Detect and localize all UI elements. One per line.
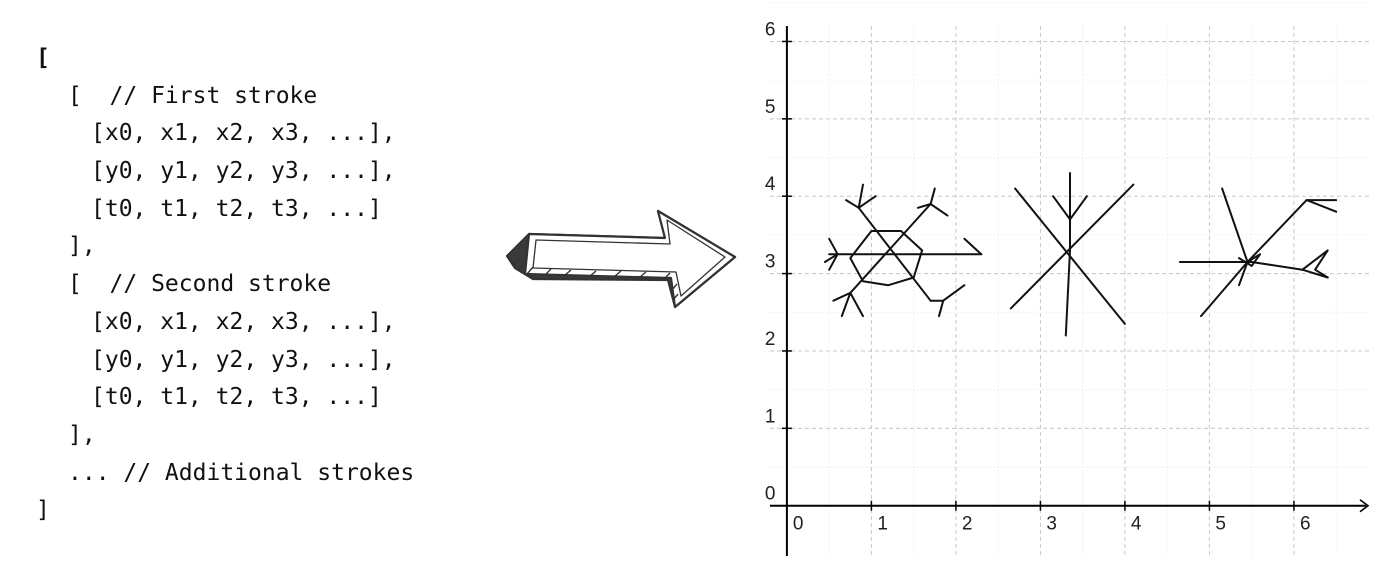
handwritten-strokes (825, 173, 1336, 336)
x-tick-label: 2 (961, 513, 973, 535)
handwriting-chart (764, 19, 1370, 556)
stroke-figure-2-tip-left (1053, 196, 1070, 219)
code-line: ], (68, 421, 96, 448)
arrow-shape (507, 211, 735, 307)
code-line: ], (68, 233, 96, 260)
stroke-figure-1-branch-top-right (918, 189, 948, 216)
arrow-body (525, 211, 735, 307)
code-line: [x0, x1, x2, x3, ...], (91, 120, 396, 147)
chart-axes (770, 26, 1368, 556)
stroke-figure-1-branch-bottom-right (931, 285, 965, 316)
right-arrow-icon (505, 210, 740, 315)
chart-grid (770, 3, 1370, 556)
x-tick-label: 4 (1130, 513, 1142, 535)
stroke-figure-3-diag-b (1222, 189, 1247, 286)
y-tick-label: 4 (764, 174, 776, 196)
y-tick-label: 1 (764, 406, 776, 428)
y-tick-label: 5 (764, 96, 776, 118)
code-line: [ // First stroke (68, 82, 318, 109)
code-line: [y0, y1, y2, y3, ...], (91, 158, 396, 185)
stroke-figure-3-scribble (1239, 254, 1260, 266)
y-tick-label: 0 (764, 483, 776, 505)
stroke-figure-2-tip-right (1070, 196, 1087, 219)
stroke-format-code-block (36, 40, 414, 530)
code-line: [x0, x1, x2, x3, ...], (91, 308, 396, 335)
y-tick-label: 6 (764, 19, 776, 41)
stroke-figure-3-branch-top-right (1307, 200, 1337, 212)
code-line: [t0, t1, t2, t3, ...] (91, 195, 382, 222)
y-tick-label: 3 (764, 251, 776, 273)
code-line: ... // Additional strokes (68, 459, 415, 486)
code-line: [ // Second stroke (68, 271, 332, 298)
x-tick-label: 1 (877, 513, 888, 535)
x-tick-label: 5 (1215, 513, 1227, 535)
code-line: ] (36, 497, 50, 524)
y-tick-label: 2 (764, 328, 776, 350)
code-line: [y0, y1, y2, y3, ...], (91, 346, 396, 373)
stroke-figure-2-diag-b (1011, 185, 1134, 309)
code-line: [t0, t1, t2, t3, ...] (91, 384, 382, 411)
x-tick-label: 3 (1046, 513, 1058, 535)
chart-ticks (765, 19, 1311, 534)
x-tick-label: 6 (1299, 513, 1311, 535)
code-line: [ (36, 45, 50, 71)
stroke-figure-1-branch-right (964, 239, 981, 254)
x-tick-label: 0 (792, 513, 804, 535)
